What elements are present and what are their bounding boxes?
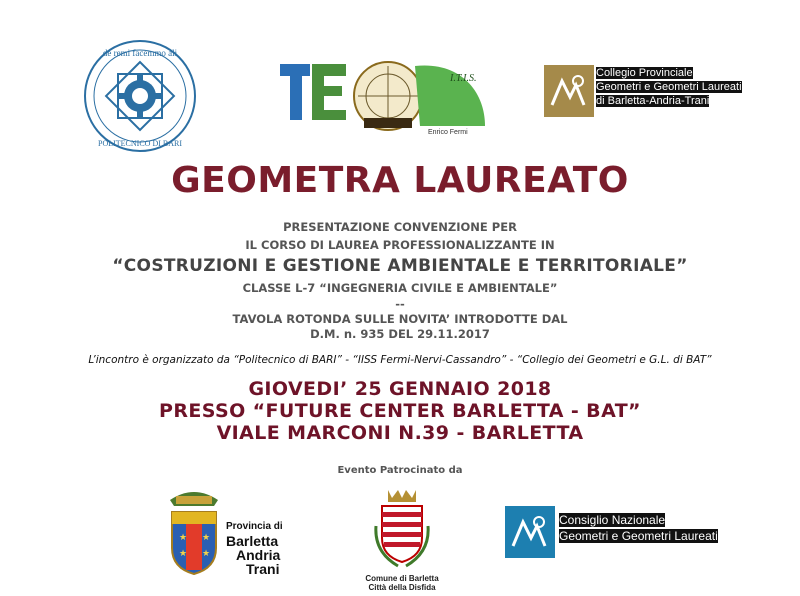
svg-text:★: ★ [179,533,188,543]
subtitle-line1: PRESENTAZIONE CONVENZIONE PER [283,220,517,234]
collegio-mark-icon [544,65,594,117]
subtitle-round-table: TAVOLA ROTONDA SULLE NOVITA’ INTRODOTTE DAL [232,312,568,326]
provincia-city-3: Trani [246,561,280,577]
comune-crest-icon [374,486,430,568]
politecnico-logo [82,38,198,154]
itis-fermi-logo [280,56,490,136]
svg-text:Enrico Fermi: Enrico Fermi [428,129,468,136]
provincia-bat-logo [166,486,286,576]
collegio-label-line3: di Barletta-Andria-Trani [596,95,710,107]
patronage-title: Evento Patrocinato da [337,465,463,476]
comune-barletta-logo [352,486,452,592]
subtitle-separator: -- [395,297,405,311]
svg-text:POLITECNICO DI BARI: POLITECNICO DI BARI [98,139,182,148]
event-venue: PRESSO “FUTURE CENTER BARLETTA - BAT” [159,400,641,422]
consiglio-nazionale-logo [505,506,750,558]
consiglio-label-line2: Geometri e Geometri Laureati [559,529,718,543]
collegio-label-line2: Geometri e Geometri Laureati [596,81,742,93]
consiglio-label-line1: Consiglio Nazionale [559,513,666,527]
organizer-note: L’incontro è organizzato da “Politecnico di BARI” - “IISS Fermi-Nervi-Cassandro” - “Collegio dei Geometri e G.L. di BAT” [88,354,712,366]
subtitle-line2: IL CORSO DI LAUREA PROFESSIONALIZZANTE IN [245,238,555,252]
provincia-city-1: Barletta [226,533,279,549]
subtitle-class: CLASSE L-7 “INGEGNERIA CIVILE E AMBIENTALE” [242,281,558,295]
course-name: “COSTRUZIONI E GESTIONE AMBIENTALE E TERRITORIALE” [112,256,688,276]
svg-text:I.T.I.S.: I.T.I.S. [450,73,477,84]
provincia-city-2: Andria [236,547,281,563]
collegio-label-line1: Collegio Provinciale [596,67,693,79]
comune-name: Comune di Barletta [365,574,439,583]
comune-motto: Città della Disfida [368,583,436,592]
svg-text:de remi facemmo ali: de remi facemmo ali [102,48,178,58]
event-date: GIOVEDI’ 25 GENNAIO 2018 [248,378,552,400]
page-title: GEOMETRA LAUREATO [171,160,629,201]
provincia-crest-icon [166,486,222,576]
cng-mark-icon [505,506,555,558]
event-address: VIALE MARCONI N.39 - BARLETTA [216,422,584,444]
svg-text:★: ★ [202,533,211,543]
svg-text:★: ★ [202,549,211,559]
collegio-provinciale-logo [544,65,754,117]
svg-text:★: ★ [179,549,188,559]
subtitle-decree: D.M. n. 935 DEL 29.11.2017 [310,327,490,341]
provincia-label: Provincia di [226,521,283,532]
